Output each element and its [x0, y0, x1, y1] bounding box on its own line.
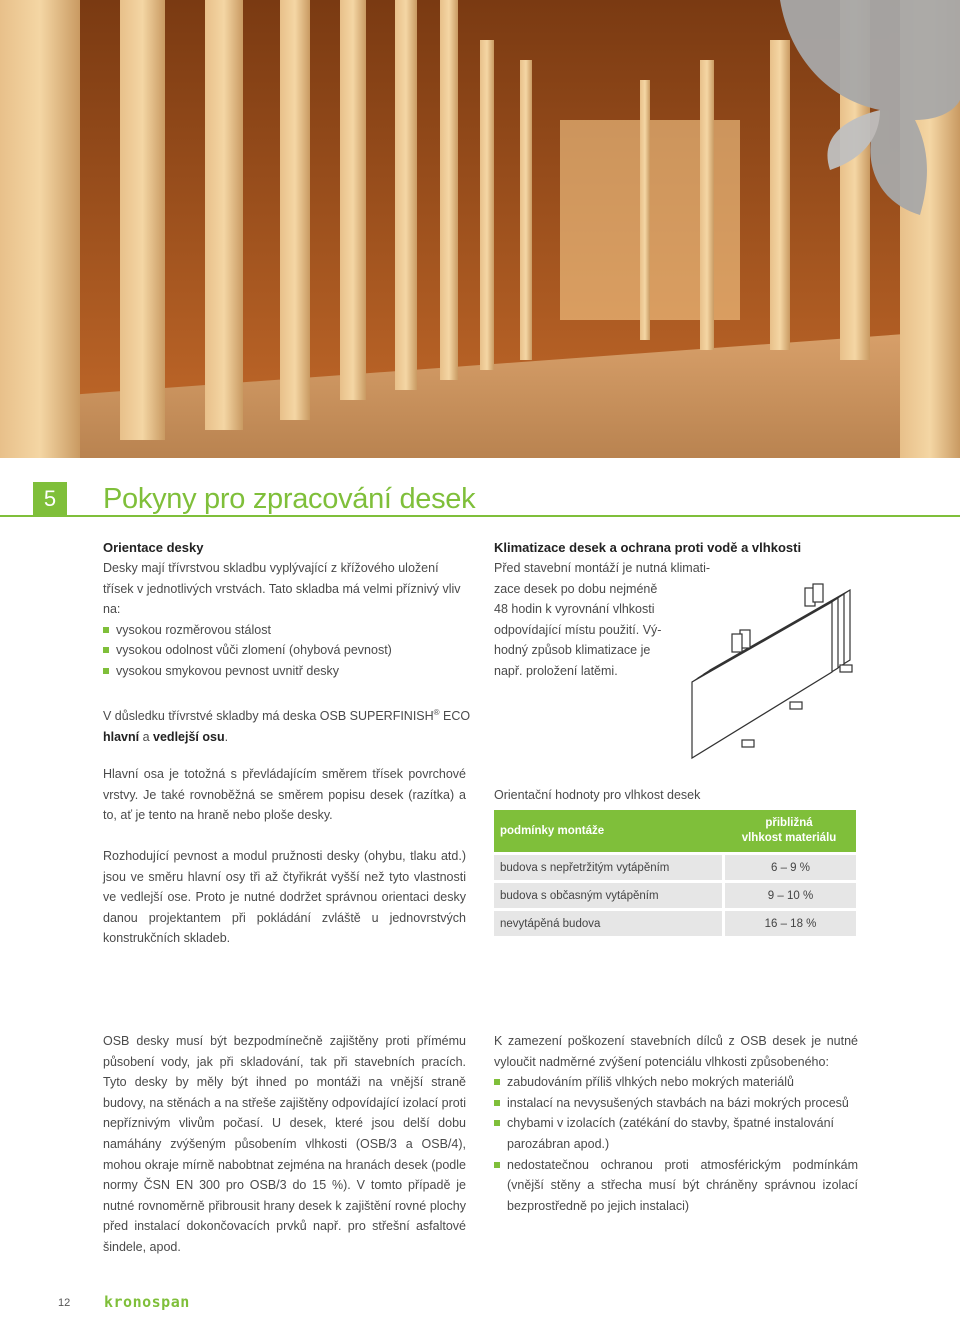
climate-line: 48 hodin k vyrovnání vlhkosti: [494, 602, 655, 617]
table-cell: budova s nepřetržitým vytápěním: [494, 855, 722, 880]
orientation-block: [103, 538, 469, 682]
list-item: nedostatečnou ochranou proti atmosférickým podmínkám (vnější stěny a střecha musí být chráněny správnou izolací bezprostředně po jejich instalaci): [494, 1155, 858, 1217]
climate-line: zace desek po dobu nejméně: [494, 581, 658, 596]
list-item: vysokou smykovou pevnost uvnitř desky: [103, 661, 469, 682]
table-cell: nevytápěná budova: [494, 911, 722, 936]
main-axis-label: hlavní: [103, 729, 140, 744]
section-title: Pokyny pro zpracování desek: [103, 483, 476, 515]
table-cell: 6 – 9 %: [722, 855, 856, 880]
list-item: zabudováním příliš vlhkých nebo mokrých materiálů: [494, 1072, 858, 1093]
table-row: [494, 855, 856, 880]
orientation-para1: Hlavní osa je totožná s převládajícím směrem třísek povrchové vrstvy. Je také rovnoběžná se směrem popisu desek (razítka) a to, ať je tento na hraně nebo ploše desky.: [103, 767, 466, 823]
table-cell: 9 – 10 %: [722, 883, 856, 908]
table-header-row: [494, 810, 856, 852]
orientation-consequence: V důsledku třívrstvé skladby má deska OSB SUPERFINISH® ECO hlavní a vedlejší osu.: [103, 708, 471, 744]
consequence-text: V důsledku třívrstvé skladby má deska OSB SUPERFINISH: [103, 709, 434, 724]
climate-line: např. proložení latěmi.: [494, 663, 618, 678]
list-item: vysokou odolnost vůči zlomení (ohybová pevnost): [103, 640, 469, 661]
consequence-eco: ECO: [439, 709, 471, 724]
registered-mark: ®: [433, 708, 440, 717]
water-protection-block: OSB desky musí být bezpodmínečně zajištěny proti přímému působení vody, jak při skladování, tak při stavebních pracích. Tyto desky by měly být ihned po montáži na vnější straně budovy, na stěnách a na střeše zajištěny odpovídající izolací proti nepříznivým vlivům počasí. U desek, které jsou delší dobu namáhány zvýšeným působením vlhkosti (OSB/3 a OSB/4), mohou okraje mírně nabobtnat zejména na hranách desek (podle normy ČSN EN 300 pro OSB/3 do 15 %). V tomto případě je nutné rovnoměrně přibrousit hrany desek k zajištění rovné plochy před instalací dokončovacích prvků např. pro střešní asfaltové šindele, apod.: [103, 1034, 466, 1254]
climate-line: hodný způsob klimatizace je: [494, 643, 651, 658]
orientation-intro: Desky mají třívrstvou skladbu vyplývající z křížového uložení třísek v jednotlivých vrstvách. Tato skladba má velmi příznivý vliv na:: [103, 561, 461, 617]
list-item: instalací na nevysušených stavbách na bázi mokrých procesů: [494, 1093, 858, 1114]
hero-photo: [0, 0, 960, 458]
kronospan-logo: kronospan: [104, 1293, 190, 1311]
climate-line: odpovídající místu použití. Vý-: [494, 622, 662, 637]
orientation-para2: Rozhodující pevnost a modul pružnosti desky (ohybu, tlaku atd.) jsou ve směru hlavní osy tři až čtyřikrát vyšší než tyto vlastnosti ve vedlejší ose. Proto je nutné dodržet správnou orientaci desky danou projektantem při pokládání zvláště u jednovrstvých konstrukčních skladeb.: [103, 849, 466, 946]
moisture-table-caption: Orientační hodnoty pro vlhkost desek: [494, 788, 701, 802]
prevention-bullets: [494, 1072, 858, 1216]
secondary-axis-label: vedlejší osu: [153, 729, 225, 744]
page-number: 12: [58, 1297, 71, 1309]
table-cell: budova s občasným vytápěním: [494, 883, 722, 908]
list-item: chybami v izolacích (zatékání do stavby, špatné instalování parozábran apod.): [494, 1113, 858, 1154]
list-item: vysokou rozměrovou stálost: [103, 620, 469, 641]
prevention-block: [494, 1031, 858, 1216]
orientation-heading: Orientace desky: [103, 540, 204, 555]
section-divider: [0, 515, 960, 517]
table-row: [494, 911, 856, 936]
climate-line: Před stavební montáží je nutná klimati-: [494, 561, 711, 575]
column-header-moisture: přibližná vlhkost materiálu: [722, 810, 856, 852]
prevention-intro: K zamezení poškození stavebních dílců z OSB desek je nutné vyloučit nadměrné zvýšení potenciálu vlhkosti způsobeného:: [494, 1034, 858, 1069]
orientation-bullets: [103, 620, 469, 682]
stacked-boards-illustration: [690, 570, 860, 760]
moisture-table: [494, 807, 856, 939]
climate-heading: Klimatizace desek a ochrana proti vodě a vlhkosti: [494, 540, 802, 555]
column-header-conditions: podmínky montáže: [494, 810, 722, 852]
table-row: [494, 883, 856, 908]
section-number: 5: [33, 482, 67, 516]
table-cell: 16 – 18 %: [722, 911, 856, 936]
wooden-frame-illustration: [0, 0, 960, 458]
